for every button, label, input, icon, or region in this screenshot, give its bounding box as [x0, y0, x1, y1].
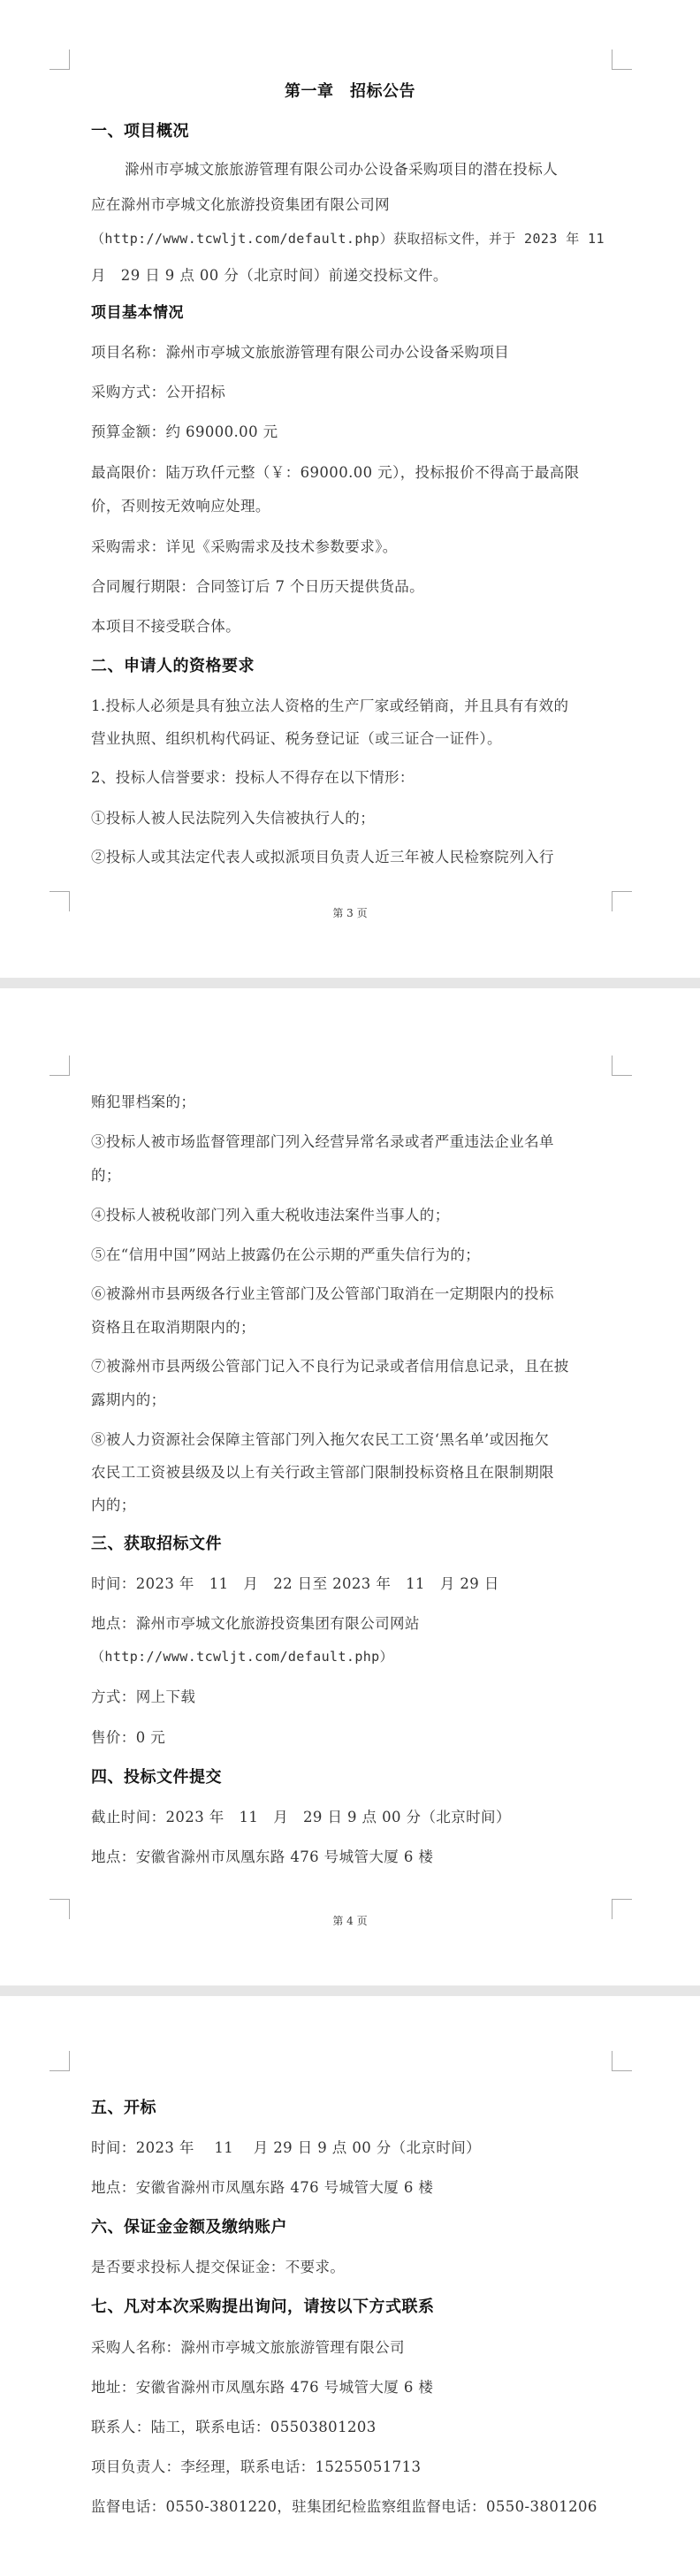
- condition-item: 贿犯罪档案的；: [91, 1094, 196, 1110]
- opening-place: 地点：安徽省滁州市凤凰东路 476 号城管大厦 6 楼: [91, 2179, 434, 2196]
- crop-mark: [612, 2051, 632, 2071]
- crop-mark: [49, 2051, 70, 2071]
- obtain-place: 地点：滁州市亭城文化旅游投资集团有限公司网站: [91, 1615, 420, 1632]
- obtain-mode: 方式：网上下载: [91, 1688, 196, 1705]
- obtain-time: 时间：2023 年 11 月 22 日至 2023 年 11 月 29 日: [91, 1575, 499, 1592]
- buyer-address: 地址：安徽省滁州市凤凰东路 476 号城管大厦 6 楼: [91, 2379, 434, 2396]
- paragraph-line: 滁州市亭城文旅旅游管理有限公司办公设备采购项目的潜在投标人: [125, 161, 559, 178]
- document-price: 售价：0 元: [91, 1729, 166, 1746]
- section-heading: 二、申请人的资格要求: [91, 657, 255, 675]
- crop-mark: [612, 50, 632, 70]
- opening-time: 时间：2023 年 11 月 29 日 9 点 00 分（北京时间）: [91, 2139, 482, 2156]
- condition-item: ⑦被滁州市县两级公管部门记入不良行为记录或者信用信息记录，且在披: [91, 1358, 569, 1375]
- condition-item: ⑧被人力资源社会保障主管部门列入拖欠农民工工资‘黑名单’或因拖欠: [91, 1431, 550, 1448]
- condition-item: 内的；: [91, 1497, 136, 1513]
- qualification-line: 营业执照、组织机构代码证、税务登记证（或三证合一证件）。: [91, 730, 502, 747]
- buyer-name: 采购人名称：滁州市亭城文旅旅游管理有限公司: [91, 2339, 405, 2356]
- contract-period: 合同履行期限：合同签订后 7 个日历天提供货品。: [91, 578, 425, 595]
- document-page-5: [0, 1996, 700, 2576]
- budget-amount: 预算金额：约 69000.00 元: [91, 423, 278, 440]
- section-heading: 一、项目概况: [91, 122, 189, 141]
- condition-item: ⑥被滁州市县两级各行业主管部门及公管部门取消在一定期限内的投标: [91, 1285, 554, 1302]
- submission-deadline: 截止时间：2023 年 11 月 29 日 9 点 00 分（北京时间）: [91, 1809, 511, 1825]
- document-page-4: [0, 988, 700, 1985]
- supervision-phone: 监督电话：0550-3801220，驻集团纪检监察组监督电话：0550-3801206: [91, 2498, 597, 2515]
- crop-mark: [49, 50, 70, 70]
- chapter-title: 第一章 招标公告: [285, 82, 415, 101]
- obtain-place: （http://www.tcwljt.com/default.php）: [91, 1649, 394, 1665]
- condition-item: ②投标人或其法定代表人或拟派项目负责人近三年被人民检察院列入行: [91, 849, 554, 865]
- section-heading: 四、投标文件提交: [91, 1768, 222, 1787]
- deposit-requirement: 是否要求投标人提交保证金：不要求。: [91, 2259, 346, 2275]
- paragraph-line: 应在滁州市亭城文化旅游投资集团有限公司网: [91, 196, 390, 213]
- submission-location: 地点：安徽省滁州市凤凰东路 476 号城管大厦 6 楼: [91, 1848, 434, 1865]
- section-heading: 五、开标: [91, 2099, 156, 2117]
- condition-item: 的；: [91, 1167, 121, 1184]
- condition-item: ③投标人被市场监督管理部门列入经营异常名录或者严重违法企业名单: [91, 1133, 554, 1150]
- section-heading: 三、获取招标文件: [91, 1535, 222, 1553]
- contact-person: 联系人：陆工，联系电话：05503801203: [91, 2419, 377, 2435]
- subsection-heading: 项目基本情况: [91, 304, 184, 322]
- condition-item: ①投标人被人民法院列入失信被执行人的；: [91, 810, 376, 827]
- section-heading: 七、凡对本次采购提出询问，请按以下方式联系: [91, 2298, 435, 2316]
- procurement-requirement: 采购需求：详见《采购需求及技术参数要求》。: [91, 538, 398, 555]
- page-number: 第 3 页: [332, 907, 368, 919]
- max-price-line: 最高限价：陆万玖仟元整（￥：69000.00 元），投标报价不得高于最高限: [91, 464, 580, 481]
- page-number: 第 4 页: [332, 1915, 368, 1927]
- procurement-method: 采购方式：公开招标: [91, 384, 226, 400]
- project-name: 项目名称：滁州市亭城文旅旅游管理有限公司办公设备采购项目: [91, 344, 510, 361]
- condition-item: ④投标人被税收部门列入重大税收违法案件当事人的；: [91, 1207, 450, 1223]
- qualification-line: 1.投标人必须是具有独立法人资格的生产厂家或经销商，并且具有有效的: [91, 697, 569, 714]
- section-heading: 六、保证金金额及缴纳账户: [91, 2218, 287, 2237]
- consortium-note: 本项目不接受联合体。: [91, 618, 240, 635]
- crop-mark: [49, 1056, 70, 1076]
- qualification-line: 2、投标人信誉要求：投标人不得存在以下情形：: [91, 769, 415, 786]
- max-price-line: 价，否则按无效响应处理。: [91, 498, 270, 514]
- project-manager: 项目负责人：李经理，联系电话：15255051713: [91, 2458, 422, 2475]
- crop-mark: [612, 1056, 632, 1076]
- paragraph-line: （http://www.tcwljt.com/default.php）获取招标文件，并于 2023 年 11: [91, 231, 605, 247]
- document-page-3: [0, 0, 700, 978]
- condition-item: 露期内的；: [91, 1391, 166, 1408]
- condition-item: ⑤在“信用中国”网站上披露仍在公示期的严重失信行为的；: [91, 1246, 481, 1263]
- condition-item: 农民工工资被县级及以上有关行政主管部门限制投标资格且在限制期限: [91, 1464, 554, 1481]
- paragraph-line: 月 29 日 9 点 00 分（北京时间）前递交投标文件。: [91, 267, 448, 284]
- condition-item: 资格且在取消期限内的；: [91, 1319, 255, 1336]
